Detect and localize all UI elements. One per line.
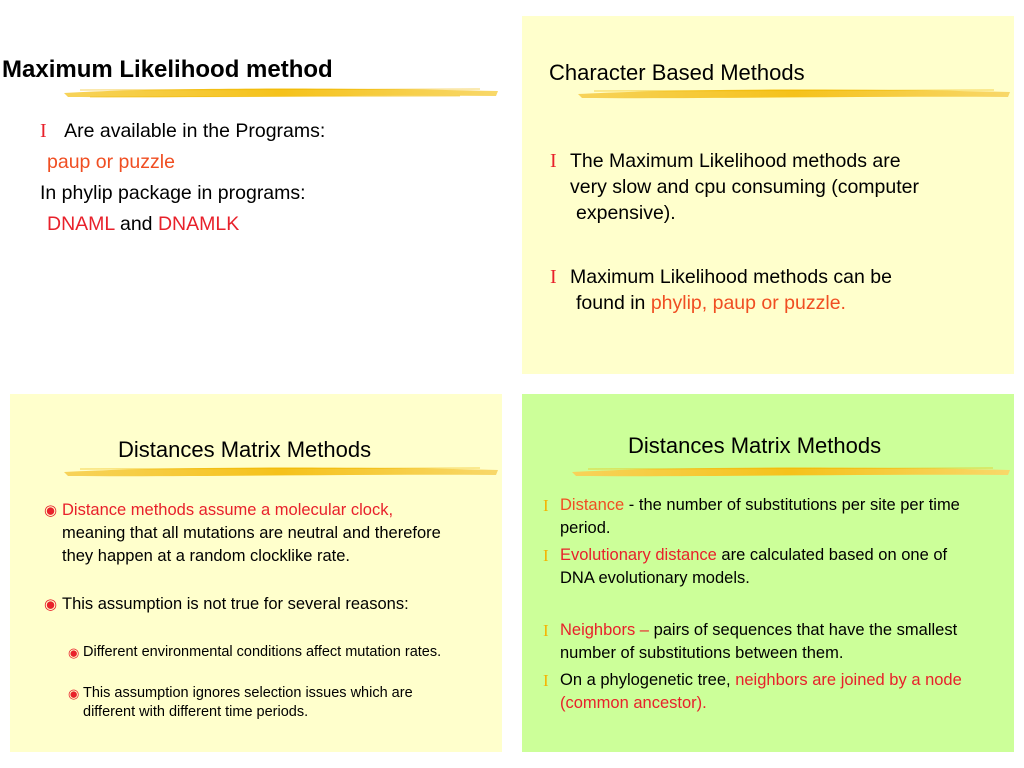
item-text: This assumption is not true for several reasons: bbox=[62, 595, 409, 613]
title-underline bbox=[574, 86, 1014, 102]
conjunction: and bbox=[119, 213, 153, 235]
list-item bbox=[543, 494, 980, 540]
bullet-icon: I bbox=[550, 266, 557, 288]
list-item bbox=[550, 148, 990, 224]
item-text: expensive). bbox=[576, 202, 676, 224]
bullet-icon: ◉ bbox=[44, 596, 58, 613]
panel-title: Maximum Likelihood method bbox=[2, 56, 333, 83]
list-item bbox=[543, 669, 980, 715]
bullet-icon: ◉ bbox=[44, 502, 58, 519]
program-dnamlk: DNAMLK bbox=[157, 213, 240, 235]
bullet-icon: I bbox=[550, 150, 557, 172]
list-item bbox=[44, 593, 452, 616]
bullet-icon: I bbox=[543, 496, 549, 515]
title-underline bbox=[568, 464, 1014, 480]
panel-character-based bbox=[522, 16, 1014, 374]
title-underline bbox=[60, 464, 502, 480]
definition: On a phylogenetic tree, bbox=[560, 671, 736, 689]
sub-list-item bbox=[68, 643, 453, 662]
program-names: paup or puzzle bbox=[47, 151, 175, 173]
sub-list-item bbox=[68, 684, 453, 722]
list-item bbox=[543, 619, 980, 665]
definition: - the number of substitutions per site per time period. bbox=[560, 496, 960, 537]
term: neighbors are joined by a node (common ancestor). bbox=[560, 671, 962, 712]
term: Neighbors – bbox=[560, 621, 649, 639]
panel-distance-matrix-left bbox=[10, 394, 502, 752]
item-text: meaning that all mutations are neutral and therefore they happen at a random clocklike rate. bbox=[62, 524, 441, 565]
item-text: very slow and cpu consuming (computer bbox=[570, 176, 919, 198]
panel-maximum-likelihood bbox=[0, 0, 510, 378]
panel-title: Character Based Methods bbox=[549, 60, 805, 85]
list-item bbox=[543, 544, 980, 590]
item-text: In phylip package in programs: bbox=[40, 182, 306, 204]
program-dnaml: DNAML bbox=[47, 213, 115, 235]
panel-distance-matrix-right bbox=[522, 394, 1014, 752]
item-text: The Maximum Likelihood methods are bbox=[570, 150, 901, 172]
program-line bbox=[47, 213, 239, 236]
item-text: Are available in the Programs: bbox=[64, 120, 326, 142]
list-item bbox=[40, 120, 325, 143]
list-item bbox=[550, 264, 990, 314]
program-names: phylip, paup or puzzle. bbox=[650, 292, 846, 314]
bullet-icon: I bbox=[40, 120, 47, 142]
title-underline bbox=[60, 85, 502, 101]
item-text: Maximum Likelihood methods can be bbox=[570, 266, 892, 288]
definition: pairs of sequences that have the smallest number of substitutions between them. bbox=[560, 621, 958, 662]
term: Evolutionary distance bbox=[560, 546, 717, 564]
item-text: Different environmental conditions affect mutation rates. bbox=[83, 644, 442, 660]
panel-title: Distances Matrix Methods bbox=[628, 433, 882, 458]
panel-title: Distances Matrix Methods bbox=[118, 437, 372, 462]
bullet-icon: ◉ bbox=[68, 686, 80, 701]
bullet-icon: I bbox=[543, 671, 549, 690]
bullet-icon: ◉ bbox=[68, 645, 80, 660]
list-item bbox=[44, 499, 452, 568]
bullet-icon: I bbox=[543, 621, 549, 640]
item-text: found in bbox=[576, 292, 646, 314]
term: Distance bbox=[560, 496, 625, 514]
definition: are calculated based on one of DNA evolutionary models. bbox=[560, 546, 948, 587]
bullet-icon: I bbox=[543, 546, 549, 565]
item-text: This assumption ignores selection issues which are different with different time periods. bbox=[83, 685, 413, 720]
item-highlight: Distance methods assume a molecular clock, bbox=[62, 501, 394, 519]
